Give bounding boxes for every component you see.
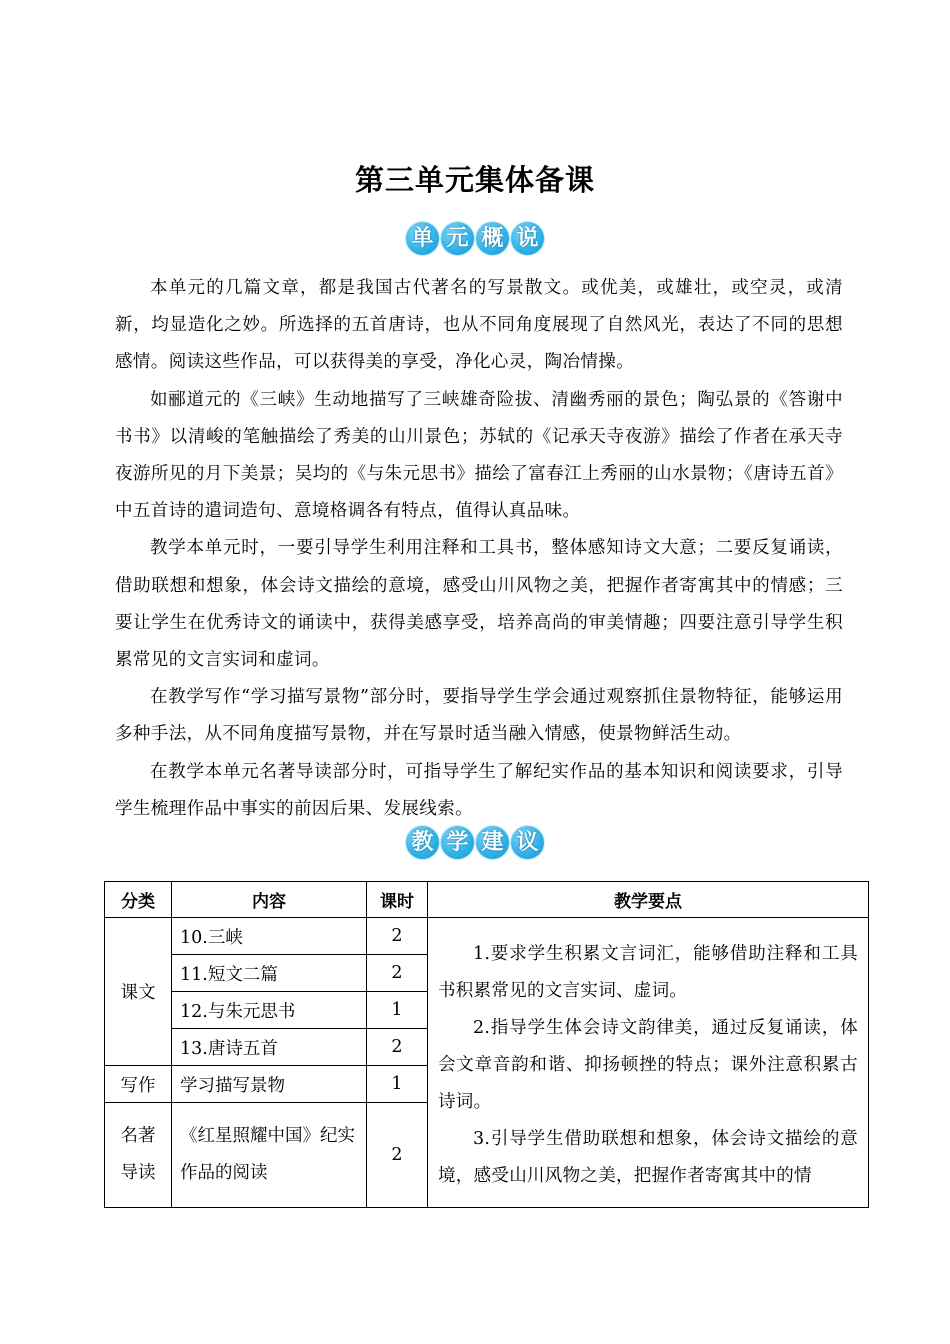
header-hours: 课时 [367,882,428,918]
paragraph: 在教学本单元名著导读部分时，可指导学生了解纪实作品的基本知识和阅读要求，引导学生梳理作品中事实的前因后果、发展线索。 [115,761,843,819]
heading-char: 建 [476,826,509,859]
key-point: 3.引导学生借助联想和想象，体会诗文描绘的意境，感受山川风物之美，把握作者寄寓其中的情 [438,1129,858,1186]
content-cell: 13.唐诗五首 [172,1029,367,1066]
category-cell: 课文 [105,918,172,1066]
heading-char: 概 [476,222,509,255]
key-point: 1.要求学生积累文言词汇，能够借助注释和工具书积累常见的文言实词、虚词。 [438,944,858,1001]
key-point: 2.指导学生体会诗文韵律美，通过反复诵读，体会文章音韵和谐、抑扬顿挫的特点；课外注意积累古诗词。 [438,1018,858,1112]
overview-body [115,270,843,828]
heading-char: 元 [441,222,474,255]
key-points-cell [428,918,869,1208]
section-heading-unit-overview [0,222,950,255]
hours-cell: 1 [367,1066,428,1103]
content-cell: 12.与朱元思书 [172,992,367,1029]
page-title: 第三单元集体备课 [354,163,595,197]
heading-char: 议 [511,826,544,859]
hours-cell: 2 [367,918,428,955]
category-line: 名著 [120,1126,156,1146]
header-content: 内容 [172,882,367,918]
content-cell: 10.三峡 [172,918,367,955]
table-row [105,918,869,955]
heading-char: 学 [441,826,474,859]
category-cell [105,1103,172,1208]
paragraph: 教学本单元时，一要引导学生利用注释和工具书，整体感知诗文大意；二要反复诵读，借助联想和想象，体会诗文描绘的意境，感受山川风物之美，把握作者寄寓其中的情感；三要让学生在优秀诗文的诵读中，获得美感享受，培养高尚的审美情趣；四要注意引导学生积累常见的文言实词和虚词。 [115,538,843,671]
teaching-plan-table [104,881,869,1208]
heading-char: 单 [406,222,439,255]
hours-cell: 2 [367,1103,428,1208]
heading-char: 教 [406,826,439,859]
content-cell: 学习描写景物 [172,1066,367,1103]
paragraph: 在教学写作“学习描写景物”部分时，要指导学生学会通过观察抓住景物特征，能够运用多种手法，从不同角度描写景物，并在写景时适当融入情感，使景物鲜活生动。 [115,687,843,745]
paragraph: 如郦道元的《三峡》生动地描写了三峡雄奇险拔、清幽秀丽的景色；陶弘景的《答谢中书书》以清峻的笔触描绘了秀美的山川景色；苏轼的《记承天寺夜游》描绘了作者在承天寺夜游所见的月下美景；吴均的《与朱元思书》描绘了富春江上秀丽的山水景物；《唐诗五首》中五首诗的遣词造句、意境格调各有特点，值得认真品味。 [115,389,843,522]
category-cell: 写作 [105,1066,172,1103]
hours-cell: 2 [367,1029,428,1066]
table-header-row [105,882,869,918]
header-key-points: 教学要点 [428,882,869,918]
paragraph: 本单元的几篇文章，都是我国古代著名的写景散文。或优美，或雄壮，或空灵，或清新，均显造化之妙。所选择的五首唐诗，也从不同角度展现了自然风光，表达了不同的思想感情。阅读这些作品，可以获得美的享受，净化心灵，陶冶情操。 [115,278,843,373]
content-cell: 11.短文二篇 [172,955,367,992]
heading-char: 说 [511,222,544,255]
header-category: 分类 [105,882,172,918]
content-cell: 《红星照耀中国》纪实作品的阅读 [172,1103,367,1208]
category-line: 导读 [120,1163,156,1183]
section-heading-teaching-suggestions [0,826,950,859]
hours-cell: 1 [367,992,428,1029]
hours-cell: 2 [367,955,428,992]
